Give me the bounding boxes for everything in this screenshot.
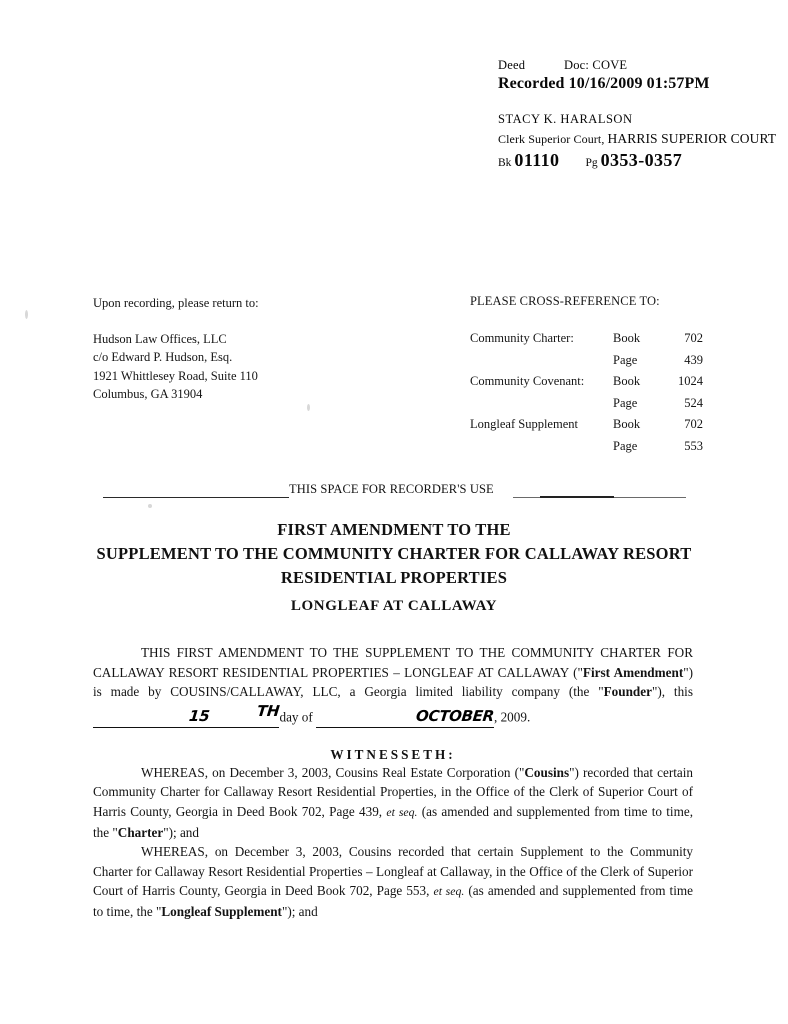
stamp-book-page-line — [498, 150, 778, 171]
xref-value: 702 — [684, 331, 703, 345]
table-row — [470, 328, 703, 350]
recital-2-part-3: (as amended and supplemented from time to time, the " — [93, 883, 693, 919]
document-title — [60, 518, 728, 590]
stamp-page-range: 0353-0357 — [600, 150, 683, 170]
return-address-lines — [93, 330, 403, 404]
xref-kind: Book — [613, 417, 641, 431]
recital-2-et-seq: et seq. — [433, 884, 465, 899]
scan-speck — [25, 310, 28, 319]
stamp-page-label: Pg — [585, 157, 598, 169]
defined-term-first-amendment: First Amendment — [582, 664, 684, 680]
divider-line-left — [103, 497, 289, 498]
stamp-recorded-datetime: 10/16/2009 01:57PM — [568, 75, 710, 92]
stamp-book-number: 01110 — [514, 150, 560, 170]
preamble-part-2: ") is made by COUSINS/CALLAWAY, LLC, a Georgia limited liability company (the " — [93, 664, 693, 700]
stamp-doc-line — [498, 58, 778, 73]
witnesseth-heading: WITNESSETH: — [330, 746, 456, 762]
stamp-doc-code: Doc: COVE — [564, 58, 628, 72]
stamp-court-name: HARRIS SUPERIOR COURT — [607, 131, 777, 146]
stamp-book-label: Bk — [498, 157, 512, 169]
recital-paragraph-1 — [93, 763, 693, 842]
stamp-recorded-label: Recorded — [498, 75, 565, 92]
return-address-block — [93, 294, 403, 404]
xref-kind: Page — [613, 438, 638, 453]
xref-label — [470, 350, 613, 372]
stamp-clerk-title: Clerk Superior Court, — [498, 132, 605, 146]
xref-value: 524 — [684, 395, 703, 410]
scan-speck — [148, 504, 152, 508]
divider-line-right-bold — [540, 496, 614, 498]
recorder-stamp — [498, 58, 778, 171]
xref-value: 1024 — [678, 374, 703, 388]
return-address-heading: Upon recording, please return to: — [93, 296, 259, 310]
cross-reference-block — [470, 294, 730, 457]
handwritten-day-field[interactable] — [93, 702, 279, 728]
return-address-line: c/o Edward P. Hudson, Esq. — [93, 350, 233, 364]
cross-reference-table — [470, 328, 703, 457]
table-row — [470, 414, 703, 436]
xref-kind: Page — [613, 352, 638, 367]
xref-label: Community Covenant: — [470, 374, 585, 388]
xref-label — [470, 393, 613, 415]
handwritten-month-field[interactable] — [316, 707, 494, 728]
title-line-1: FIRST AMENDMENT TO THE — [277, 520, 511, 539]
xref-label: Longleaf Supplement — [470, 417, 578, 431]
handwritten-day-suffix: TH — [256, 701, 281, 720]
xref-kind: Book — [613, 374, 641, 388]
table-row — [470, 371, 703, 393]
preamble-part-1: THIS FIRST AMENDMENT TO THE SUPPLEMENT TO THE COMMUNITY CHARTER FOR CALLAWAY RESORT RESIDENTIAL PROPERTIES – LONGLEAF AT CALLAWAY (" — [93, 645, 693, 680]
recital-paragraph-2 — [93, 842, 693, 921]
xref-label: Community Charter: — [470, 331, 574, 345]
cross-reference-heading: PLEASE CROSS-REFERENCE TO: — [470, 294, 660, 308]
recital-1-part-3: (as amended and supplemented from time to time, the " — [93, 803, 694, 840]
table-row — [470, 436, 703, 458]
handwritten-month-value: OCTOBER — [415, 707, 495, 726]
preamble-paragraph — [93, 643, 693, 728]
defined-term-longleaf-supplement: Longleaf Supplement — [161, 903, 282, 919]
stamp-clerk-name: STACY K. HARALSON — [498, 112, 633, 126]
preamble-year: , 2009. — [493, 709, 531, 725]
return-address-line: 1921 Whittlesey Road, Suite 110 — [93, 368, 258, 383]
recorders-use-label: THIS SPACE FOR RECORDER'S USE — [289, 482, 494, 496]
recital-2-part-1: WHEREAS, on December 3, 2003, Cousins recorded that certain Supplement to the Community Charter for Callaway Resort Residential Properties – Longleaf at Callaway, in the Office of the Clerk of Superior Court of Harris County, Georgia in Deed Book 702, Page 553, — [93, 844, 693, 899]
stamp-doc-type: Deed — [498, 58, 526, 72]
document-body — [93, 643, 693, 922]
xref-value: 702 — [684, 417, 703, 431]
xref-value: 439 — [684, 352, 703, 367]
defined-term-founder: Founder — [603, 684, 652, 700]
recital-1-part-4: "); and — [163, 824, 199, 840]
xref-label — [470, 436, 613, 458]
recital-2-part-4: "); and — [281, 903, 318, 919]
table-row — [470, 393, 703, 415]
document-subtitle: LONGLEAF AT CALLAWAY — [290, 598, 498, 614]
stamp-recorded-line — [498, 75, 778, 93]
recital-1-et-seq: et seq. — [386, 804, 418, 819]
xref-kind: Page — [613, 395, 638, 410]
table-row — [470, 350, 703, 372]
xref-value: 553 — [684, 438, 703, 453]
title-line-3: RESIDENTIAL PROPERTIES — [280, 568, 508, 587]
preamble-part-3: "), this — [651, 684, 693, 700]
stamp-court-line — [498, 131, 778, 147]
day-of-label: day of — [279, 709, 313, 725]
recital-1-part-1: WHEREAS, on December 3, 2003, Cousins Real Estate Corporation (" — [141, 764, 525, 780]
defined-term-cousins: Cousins — [524, 764, 570, 780]
recital-1-part-2: ") recorded that certain Community Charter for Callaway Resort Residential Properties, in the Office of the Clerk of Superior Court of Harris County, Georgia in Deed Book 702, Page 439, — [93, 764, 693, 819]
xref-kind: Book — [613, 331, 641, 345]
defined-term-charter: Charter — [117, 824, 164, 840]
return-address-line: Hudson Law Offices, LLC — [93, 331, 227, 346]
title-line-2: SUPPLEMENT TO THE COMMUNITY CHARTER FOR CALLAWAY RESORT — [96, 544, 692, 563]
scan-speck — [307, 404, 310, 411]
handwritten-day-value: 15 — [188, 707, 211, 726]
return-address-line: Columbus, GA 31904 — [93, 387, 203, 401]
recorders-use-divider — [0, 480, 788, 502]
